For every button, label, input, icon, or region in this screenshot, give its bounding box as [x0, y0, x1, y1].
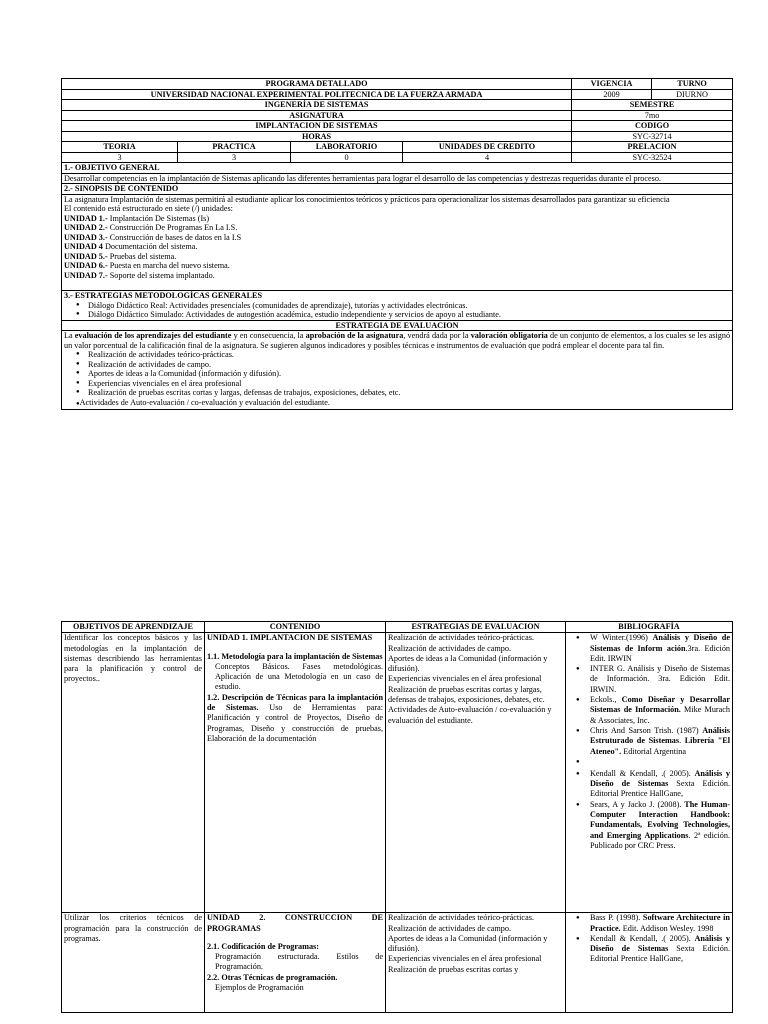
unit-title: UNIDAD 1. IMPLANTACION DE SISTEMAS	[207, 633, 373, 643]
sinopsis-body	[62, 194, 733, 291]
evaluacion-last-item: ●Actividades de Auto-evaluación / co-evaluación y evaluación del estudiante.	[76, 397, 330, 407]
bibliography-cell	[566, 633, 733, 913]
detail-table	[61, 621, 733, 1013]
list-item: ● Realización de actividades teórico-prácticas.	[88, 350, 730, 360]
strategy-item: Realización de actividades de campo.	[388, 643, 511, 653]
estrategias-title: 3.- ESTRATEGIAS METODOLOGÍCAS GENERALES	[64, 291, 263, 300]
col-header-contenido: CONTENIDO	[205, 622, 386, 633]
col-header-bibliografia: BIBLIOGRAFÍA	[566, 622, 733, 633]
list-item: ● Diálogo Didáctico Real: Actividades presenciales (comunidades de aprendizaje), tutorías y actividades electrónicas.	[88, 301, 730, 311]
content-cell	[205, 633, 386, 913]
hours-header-practica: PRACTICA	[178, 142, 291, 153]
university-name: UNIVERSIDAD NACIONAL EXPERIMENTAL POLITECNICA DE LA FUERZA ARMADA	[62, 89, 572, 100]
unit-title: UNIDAD 2. CONSTRUCCION DE PROGRAMAS	[207, 913, 383, 933]
bib-item: ● Kendall & Kendall, .( 2005). Análisis y Diseño de Sistemas Sexta Edición. Editorial Prentice HallGane,	[590, 934, 730, 965]
bib-item: ● INTER G. Análisis y Diseño de Sistemas de Información. 3ra. Edición Edit. IRWIN.	[590, 664, 730, 695]
bib-item: ● Bass P. (1998). Software Architecture in Practice. Edit. Addison Wesley. 1998	[590, 913, 730, 934]
prelacion-label: PRELACION	[572, 142, 733, 153]
strategy-item: Realización de actividades de campo.	[388, 923, 511, 933]
strategy-item: Aportes de ideas a la Comunidad (información y difusión).	[388, 653, 548, 674]
section-title: 2.1. Codificación de Programas:	[207, 941, 319, 951]
hours-header-creditos: UNIDADES DE CREDITO	[403, 142, 572, 153]
prelacion-value: SYC-32524	[572, 152, 733, 163]
hours-header-teoria: TEORIA	[62, 142, 178, 153]
bib-item: ● Eckols., Como Diseñar y Desarrollar Sistemas de Información. Mike Murach & Associates, Inc.	[590, 695, 730, 726]
unit-line: UNIDAD 6.- Puesta en marcha del nuevo sistema.	[64, 261, 230, 270]
sinopsis-structure: El contenido está estructurado en siete (/) unidades:	[64, 204, 233, 213]
evaluacion-paragraph: La evaluación de los aprendizajes del estudiante y en consecuencia, la aprobación de la asignatura, vendrá dada por la valoración obligatoria de un conjunto de elementos, a los cuales se les asignó un valor porcentual de la calificación final de la asignatura. Se sugieren algunos indicadores y posibles técnicas e instrumentos de evaluación que podrá emplear el docente para tal fin.	[64, 331, 731, 350]
evaluacion-title: ESTRATEGIA DE EVALUACION	[62, 320, 733, 331]
subject-name: IMPLANTACION DE SISTEMAS	[62, 121, 572, 132]
list-item: ● Aportes de ideas a la Comunidad (información y difusión).	[88, 369, 730, 379]
objective-cell: Utilizar los criterios técnicos de programación para la construcción de programas.	[62, 913, 205, 1013]
subject-label: ASIGNATURA	[62, 110, 572, 121]
strategy-item: Realización de actividades teórico-prácticas.	[388, 633, 534, 643]
estrategias-cell	[62, 291, 733, 321]
hours-label: HORAS	[62, 131, 572, 142]
content-cell	[205, 913, 386, 1013]
list-item: ● Realización de pruebas escritas cortas y largas, defensas de trabajos, exposiciones, debates, etc.	[88, 388, 730, 398]
strategy-item: Experiencias vivenciales en el área profesional	[388, 674, 542, 684]
list-item: ● Experiencias vivenciales en el área profesional	[88, 379, 730, 389]
unit-line: UNIDAD 5.- Pruebas del sistema.	[64, 251, 177, 261]
strategy-item: Actividades de Auto-evaluación / co-evaluación y evaluación del estudiante.	[388, 705, 552, 725]
objetivo-text: Desarrollar competencias en la implantación de Sistemas aplicando las diferentes herramientas para lograr el desarrollo de las competencias y destrezas requeridas durante el proceso.	[62, 173, 733, 184]
hours-value-teoria: 3	[62, 152, 178, 163]
unit-line: UNIDAD 7.- Soporte del sistema implantado.	[64, 270, 215, 280]
hours-header-laboratorio: LABORATORIO	[291, 142, 403, 153]
bib-item: ● W Winter.(1996) Análisis y Diseño de Sistemas de Inform ación.3ra. Edición Edit. IRWIN	[590, 633, 730, 664]
bib-item: ● Kendall & Kendall, .( 2005). Análisis y Diseño de Sistemas Sexta Edición. Editorial Prentice HallGane,	[590, 769, 730, 800]
bib-item: ● Chris And Sarson Trish. (1987) Análisis Estruturado de Sistemas. Librería "El Ateneo". Editorial Argentina	[590, 726, 730, 757]
sinopsis-title: 2.- SINOPSIS DE CONTENIDO	[62, 184, 733, 195]
estrategias-list	[64, 301, 730, 320]
unit-line: UNIDAD 2.- Construcción De Programas En La I.S.	[64, 223, 238, 232]
hours-value-practica: 3	[178, 152, 291, 163]
col-header-estrategias: ESTRATEGIAS DE EVALUACION	[386, 622, 566, 633]
codigo-label: CODIGO	[572, 121, 733, 132]
unit-line: UNIDAD 3.- Construcción de bases de datos en la I.S	[64, 232, 242, 242]
strategy-item: Realización de pruebas escritas cortas y largas, defensas de trabajos, exposiciones, debates, etc.	[388, 684, 545, 705]
section-text: Conceptos Básicos. Fases metodológicas. Aplicación de una Metodología en un caso de estudio.	[215, 661, 383, 692]
strategy-item: Realización de pruebas escritas cortas y	[388, 964, 519, 974]
bib-spacer	[590, 757, 730, 769]
semestre-label: SEMESTRE	[572, 100, 733, 111]
objetivo-title: 1.- OBJETIVO GENERAL	[62, 163, 733, 174]
program-title: PROGRAMA DETALLADO	[62, 79, 572, 90]
strategies-cell	[386, 633, 566, 913]
list-item: ● Diálogo Didáctico Simulado: Actividades de autogestión académica, estudio independiente y servicios de apoyo al estudiante.	[88, 310, 730, 320]
strategy-item: Aportes de ideas a la Comunidad (información y difusión).	[388, 933, 548, 954]
objective-cell: Identificar los conceptos básicos y las metodologías en la implantación de sistemas describiendo las herramientas para la planificación y control de proyectos..	[62, 633, 205, 913]
evaluacion-list	[64, 350, 730, 398]
section-block: 1.2. Descripción de Técnicas para la implantación de Sistemas. Uso de Herramientas para: Planificación y control de Proyectos, Diseño de Programas, Diseño y construcción de pruebas, Elaboración de la documentación	[207, 692, 384, 743]
turno-label: TURNO	[652, 79, 733, 90]
section-text: Programación estructurada. Estilos de Programación.	[215, 952, 383, 972]
program-header-table	[61, 78, 733, 410]
bibliography-list	[568, 633, 730, 851]
col-header-objetivos: OBJETIVOS DE APRENDIZAJE	[62, 622, 205, 633]
unit-line: UNIDAD 1.- Implantación De Sistemas (Is)	[64, 213, 210, 223]
evaluacion-body	[62, 331, 733, 410]
vigencia-value: 2009	[572, 89, 652, 100]
section-text: Ejemplos de Programación	[215, 983, 304, 993]
bibliography-list	[568, 913, 730, 964]
unit-line: UNIDAD 4 Documentación del sistema.	[64, 242, 198, 251]
section-block: 2.2. Otras Técnicas de programación.	[207, 972, 338, 982]
turno-value: DIURNO	[652, 89, 733, 100]
section-title: 1.1. Metodología para la implantación de Sistemas	[207, 651, 383, 661]
codigo-value: SYC-32714	[572, 131, 733, 142]
semestre-value: 7mo	[572, 110, 733, 121]
hours-value-creditos: 4	[403, 152, 572, 163]
strategies-cell	[386, 913, 566, 1013]
list-item: ● Realización de actividades de campo.	[88, 360, 730, 370]
bib-item: ● Sears, A y Jacko J. (2008). The Human-Computer Interaction Handbook: Fundamentals, Evolving Technologies, and Emerging Applications. 2ª edición. Publicado por CRC Press.	[590, 800, 730, 851]
strategy-item: Realización de actividades teórico-prácticas.	[388, 913, 534, 923]
bibliography-cell	[566, 913, 733, 1013]
career-name: INGENERÍA DE SISTEMAS	[62, 100, 572, 111]
hours-value-laboratorio: 0	[291, 152, 403, 163]
strategy-item: Experiencias vivenciales en el área profesional	[388, 954, 542, 964]
sinopsis-intro: La asignatura Implantación de sistemas permitirá al estudiante aplicar los conocimientos teóricos y prácticos para operacionalizar los sistemas desarrollados para garantizar su eficiencia	[64, 194, 670, 204]
vigencia-label: VIGENCIA	[572, 79, 652, 90]
